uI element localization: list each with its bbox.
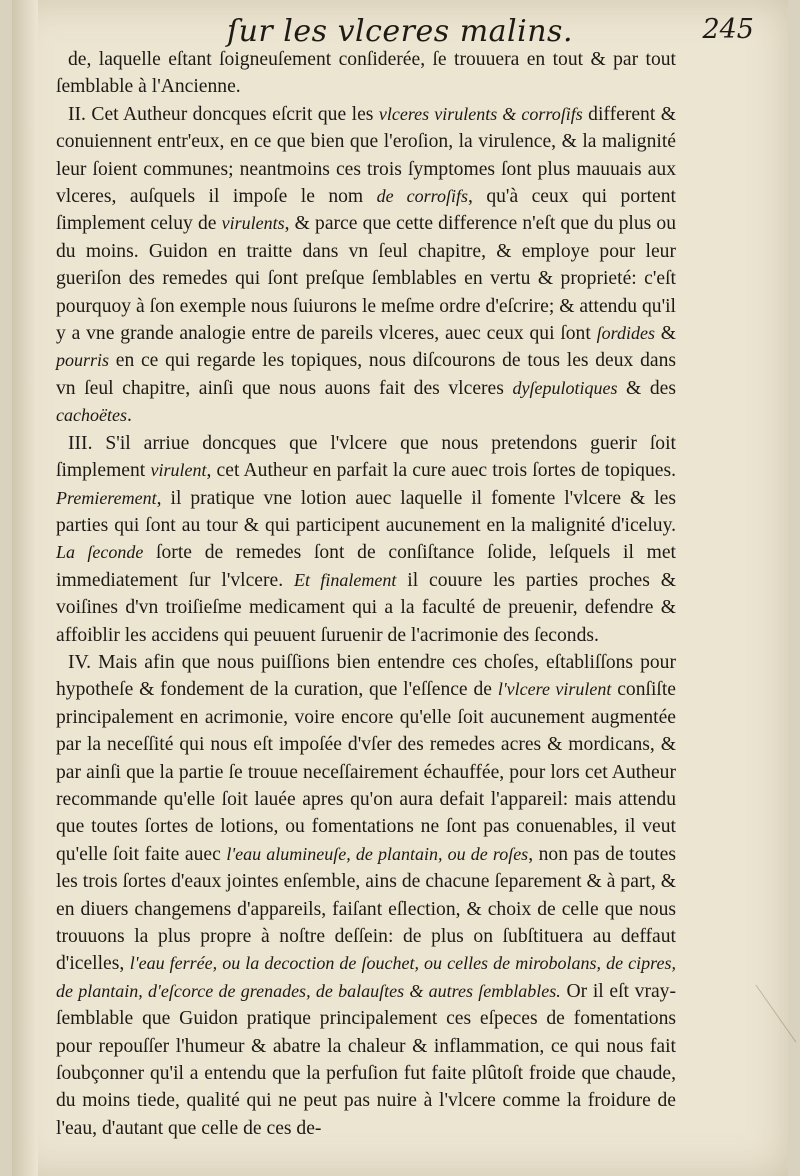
binding-shadow xyxy=(12,0,38,1176)
body-text xyxy=(56,46,676,1142)
text-run: en ce qui regarde les topiques, nous diſcourons de tous les deux dans vn ſeul chapitre, ainſi que nous auons fait des vlceres xyxy=(56,350,676,399)
italic-text: virulent xyxy=(150,460,207,481)
text-run: , il pratique vne lotion auec laquelle il fomente l'vlcere & les parties qui ſont au tour & qui participent aucunement en la malignité d'iceluy. xyxy=(56,487,676,536)
paper-mark xyxy=(723,985,797,1066)
italic-text: ſordides xyxy=(596,323,655,344)
paragraph xyxy=(56,430,676,649)
text-run: , & parce que cette difference n'eſt que du plus ou du moins. Guidon en traitte dans vn ſeul chapitre, & employe pour leur gueriſon des remedes qui ſont preſque ſemblables en vertu & proprieté: c'eſt pourquoy à ſon exemple nous ſuiurons le meſme ordre d'eſcrire; & attendu qu'il y a vne grande analogie entre de pareils vlceres, auec ceux qui ſont xyxy=(56,213,676,345)
text-run: III. S'il arriue doncques que l'vlcere que nous pretendons guerir ſoit ſimplement xyxy=(56,432,676,482)
text-run: & xyxy=(654,323,677,345)
text-run: . xyxy=(126,405,132,427)
italic-text: l'eau ferrée, ou la decoction de ſouchet, ou celles de mirobolans, de cipres, de plantain, d'eſcorce de grenades, de balauſtes & autres ſemblables. xyxy=(56,953,676,1001)
book-page xyxy=(12,0,788,1176)
text-run: , non pas de toutes les trois ſortes d'eaux jointes enſemble, ains de chacune ſeparement & à part, & en diuers changemens d'appareils, faiſant eſlection, & choix de celle que nous trouuons la plus propre à noſtre deſſein: de plus on ſubſtituera au deffaut d'icelles, xyxy=(56,843,676,975)
text-run: & des xyxy=(617,377,676,399)
italic-text: l'vlcere virulent xyxy=(497,679,612,700)
running-head: ſur les vlceres malins. xyxy=(227,14,573,49)
italic-text: vlceres virulents & corroſifs xyxy=(378,103,583,124)
text-run: de, laquelle eſtant ſoigneuſement conſiderée, ſe trouuera en tout & par tout ſemblable à l'Ancienne. xyxy=(56,49,676,98)
italic-text: Et finalement xyxy=(293,569,397,590)
text-run: , qu'à ceux qui portent ſimplement celuy de xyxy=(56,186,676,235)
italic-text: de corroſifs xyxy=(376,186,468,207)
text-run: IV. Mais afin que nous puiſſions bien entendre ces choſes, eſtabliſſons pour hypotheſe & fondement de la curation, que l'eſſence de xyxy=(56,651,676,701)
text-run: ſorte de remedes ſont de conſiſtance ſolide, leſquels il met immediatement ſur l'vlcere. xyxy=(56,542,677,591)
italic-text: Premierement xyxy=(56,487,157,508)
text-run: conſiſte principalement en acrimonie, voire encore qu'elle ſoit aucunement augmentée par la neceſſité qui nous eſt impoſée d'vſer des remedes acres & mordicans, & par ainſi que la partie ſe trouue neceſſairement échauffée, pour lors cet Autheur recommande qu'elle ſoit lauée apres qu'on aura defait l'appareil: mais attendu que toutes ſortes de lotions, ou fomentations ne ſont pas conuenables, il veut qu'elle ſoit faite auec xyxy=(56,679,676,865)
italic-text: dyſepulotiques xyxy=(512,377,618,398)
italic-text: pourris xyxy=(56,350,110,371)
text-run: , cet Autheur en parfait la cure auec trois ſortes de topiques. xyxy=(206,460,676,482)
text-run: Or il eſt vray-ſemblable que Guidon pratique principalement ces eſpeces de fomentations pour repouſſer l'humeur & abatre la chaleur & inflammation, ce qui nous fait ſoubçonner qu'il a entendu que la perfuſion fut faite plûtoſt froide que chaude, du moins tiede, qualité qui ne peut pas nuire à l'vlcere comme la froidure de l'eau, d'autant que celle de ces de- xyxy=(56,980,676,1139)
italic-text: virulents xyxy=(221,213,285,234)
italic-text: La ſeconde xyxy=(56,542,144,563)
page-number: 245 xyxy=(702,14,754,45)
italic-text: cachoëtes xyxy=(56,405,127,426)
paragraph xyxy=(56,101,676,430)
paragraph xyxy=(56,46,676,101)
text-run: il couure les parties proches & voiſines d'vn troiſieſme medicament qui a la faculté de preuenir, defendre & affoiblir les accidens qui peuuent ſuruenir de l'acrimonie des ſeconds. xyxy=(56,569,676,646)
text-run: II. Cet Autheur doncques eſcrit que les xyxy=(68,103,379,125)
text-run: different & conuiennent entr'eux, en ce que bien que l'eroſion, la virulence, & la malignité leur ſoient communes; neantmoins ces trois ſymptomes ſont plus mauuais aux vlceres, auſquels il impoſe le nom xyxy=(56,103,676,208)
paragraph xyxy=(56,649,676,1142)
italic-text: l'eau alumineuſe, de plantain, ou de roſes xyxy=(226,843,529,864)
